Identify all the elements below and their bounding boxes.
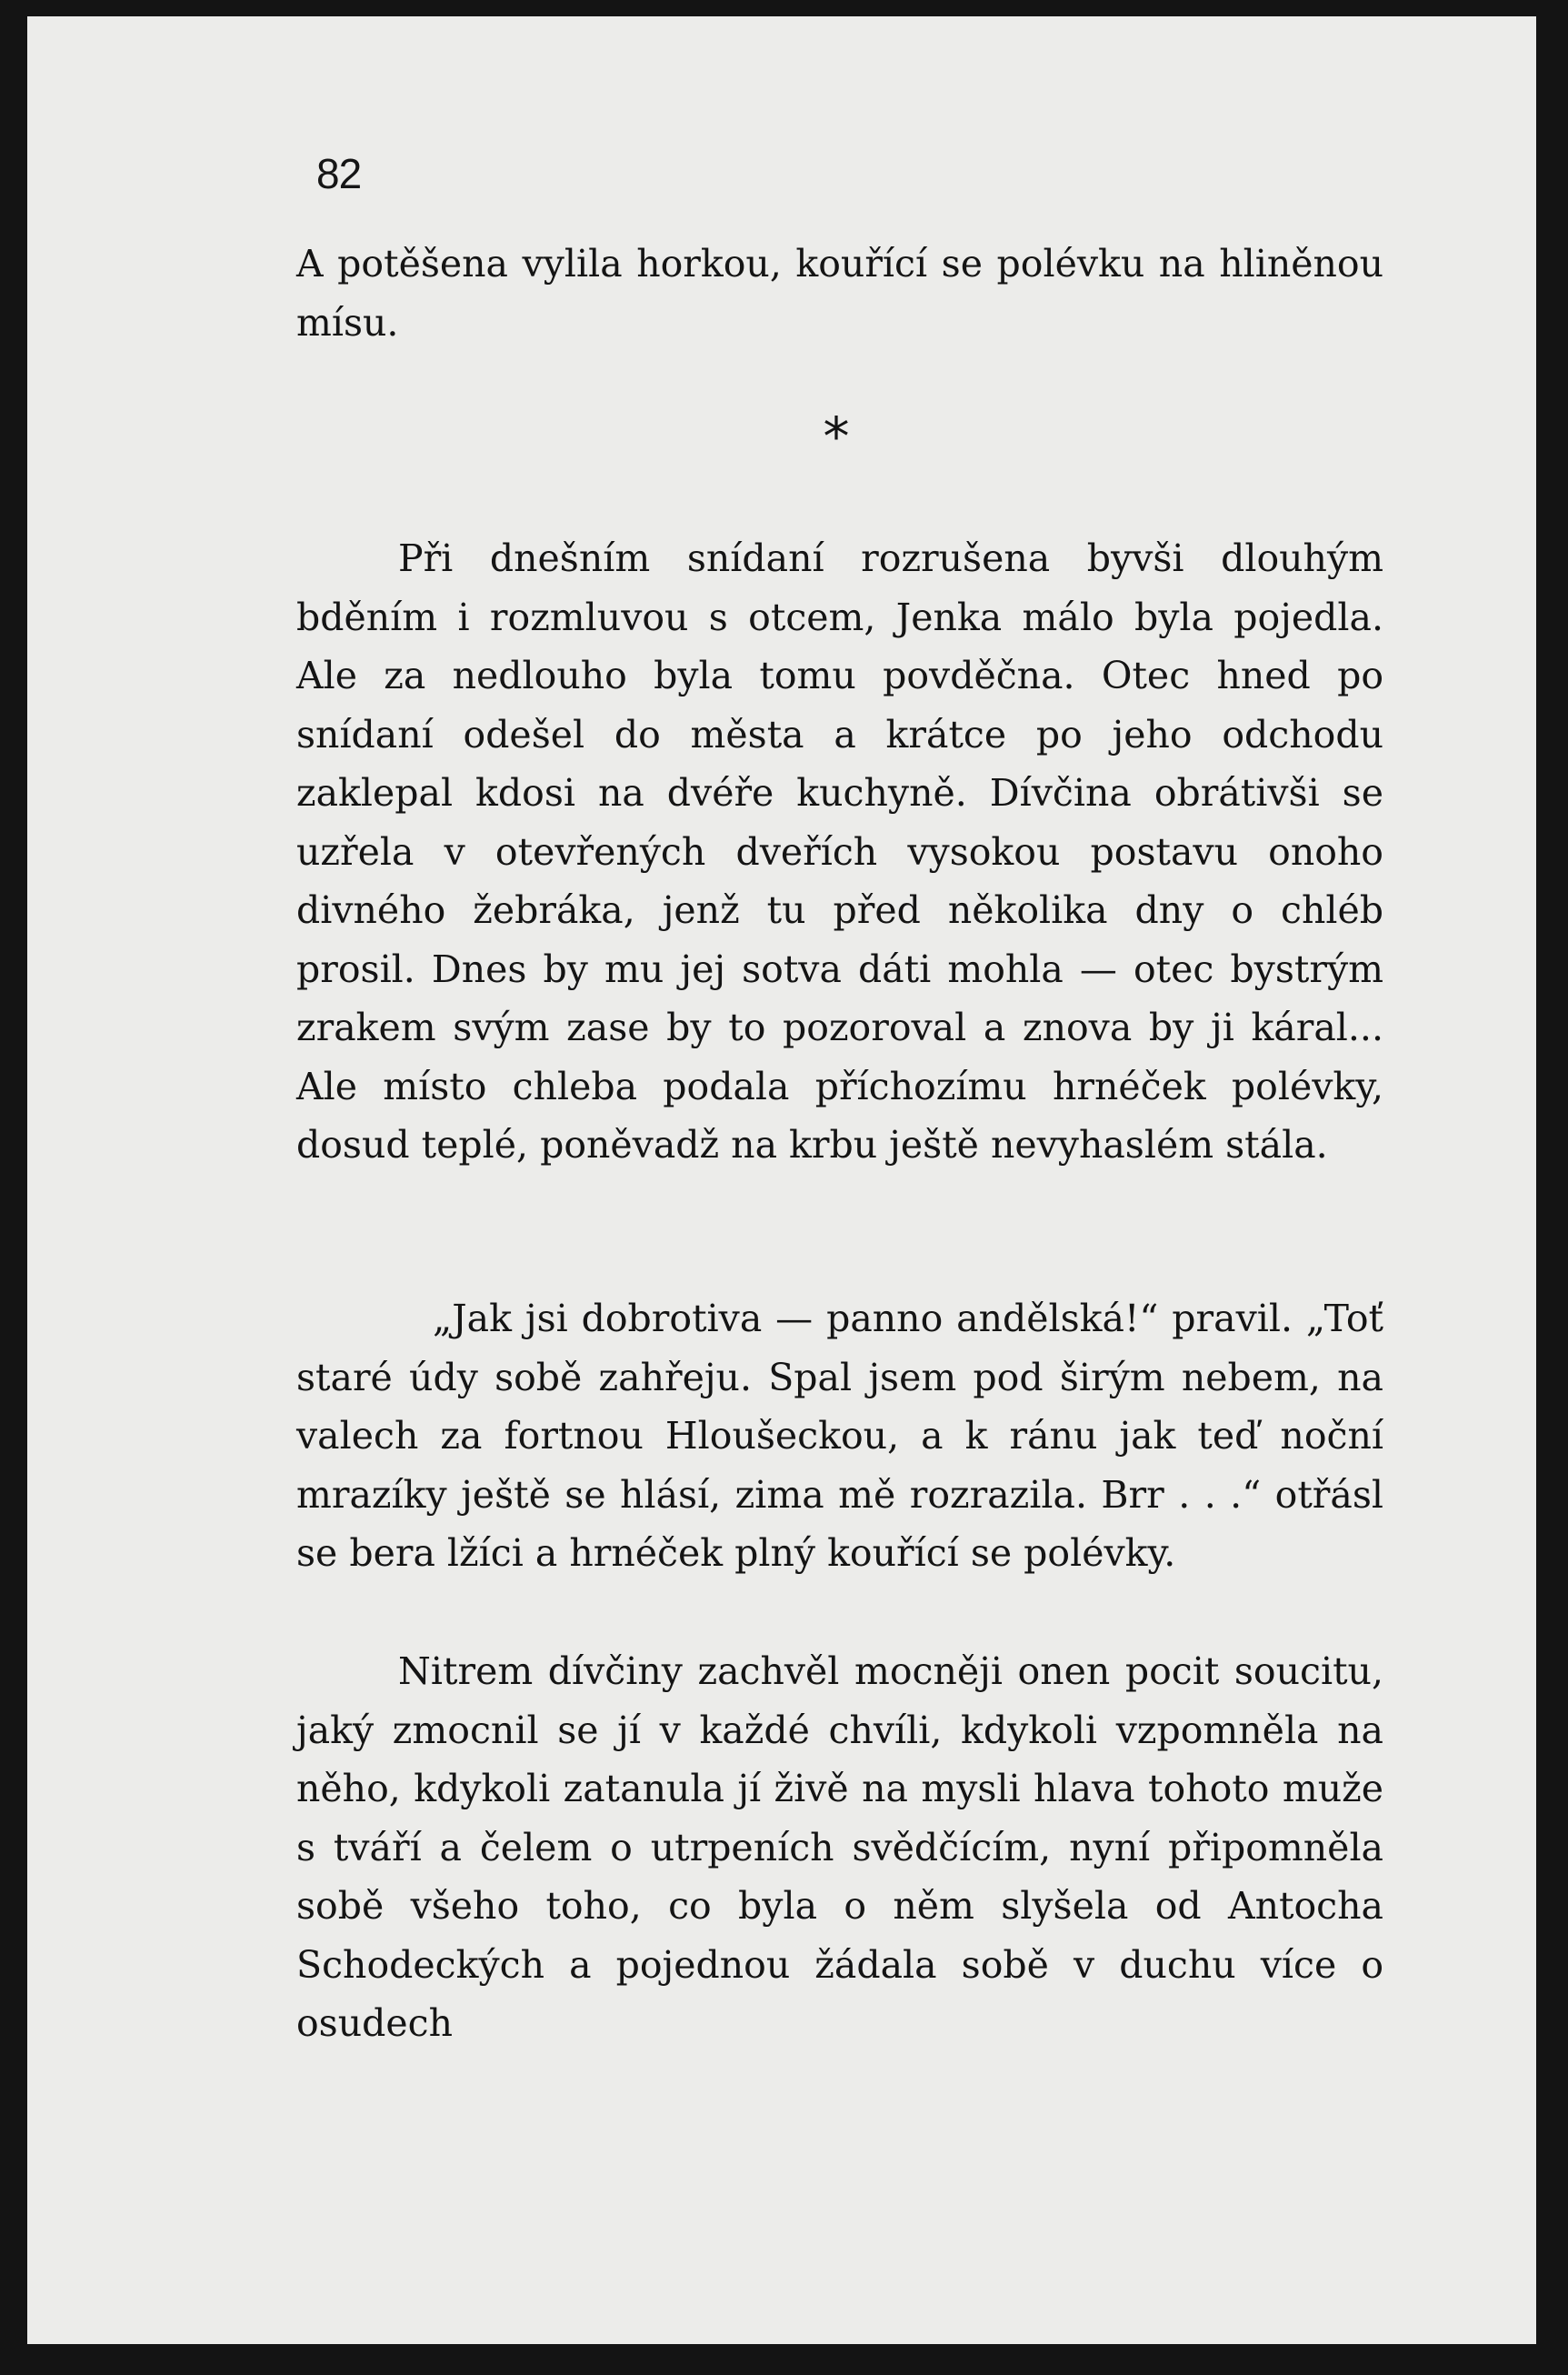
paragraph-4: Nitrem dívčiny zachvěl mocněji onen pocit soucitu, jaký zmocnil se jí v každé chvíli, kdykoli vzpomněla na něho, kdykoli zatanula jí živě na mysli hlava tohoto muže s tváří a čelem o utrpeních svědčícím, nyní připomněla sobě všeho toho, co byla o něm slyšela od Antocha Schodeckých a pojednou žádala sobě v duchu více o osudech <box>296 1649 1383 2045</box>
paragraph-3: „Jak jsi dobrotiva — panno andělská!“ pravil. „Toť staré údy sobě zahřeju. Spal jsem pod širým nebem, na valech za fortnou Hloušeckou, a k ránu jak teď noční mrazíky ještě se hlásí, zima mě rozrazila. Brr . . .“ otřásl se bera lžíci a hrnéček plný kouřící se polévky. <box>296 1297 1383 1575</box>
section-separator-asterisk: * <box>823 406 850 467</box>
paragraph-2: Při dnešním snídaní rozrušena byvši dlouhým bděním i rozmluvou s otcem, Jenka málo byla pojedla. Ale za nedlouho byla tomu povděčna. Otec hned po snídaní odešel do města a krátce po jeho odchodu zaklepal kdosi na dvéře kuchyně. Dívčina obrátivši se uzřela v otevřených dveřích vysokou postavu onoho divného žebráka, jenž tu před několika dny o chléb prosil. Dnes by mu jej sotva dáti mohla — otec bystrým zrakem svým zase by to pozoroval a znova by ji káral... Ale místo chleba podala příchozímu hrnéček polévky, dosud teplé, poněvadž na krbu ještě nevyhaslém stála. <box>296 536 1383 1167</box>
paragraph-1: A potěšena vylila horkou, kouřící se polévku na hliněnou mísu. <box>296 242 1383 345</box>
page-number: 82 <box>316 150 362 197</box>
